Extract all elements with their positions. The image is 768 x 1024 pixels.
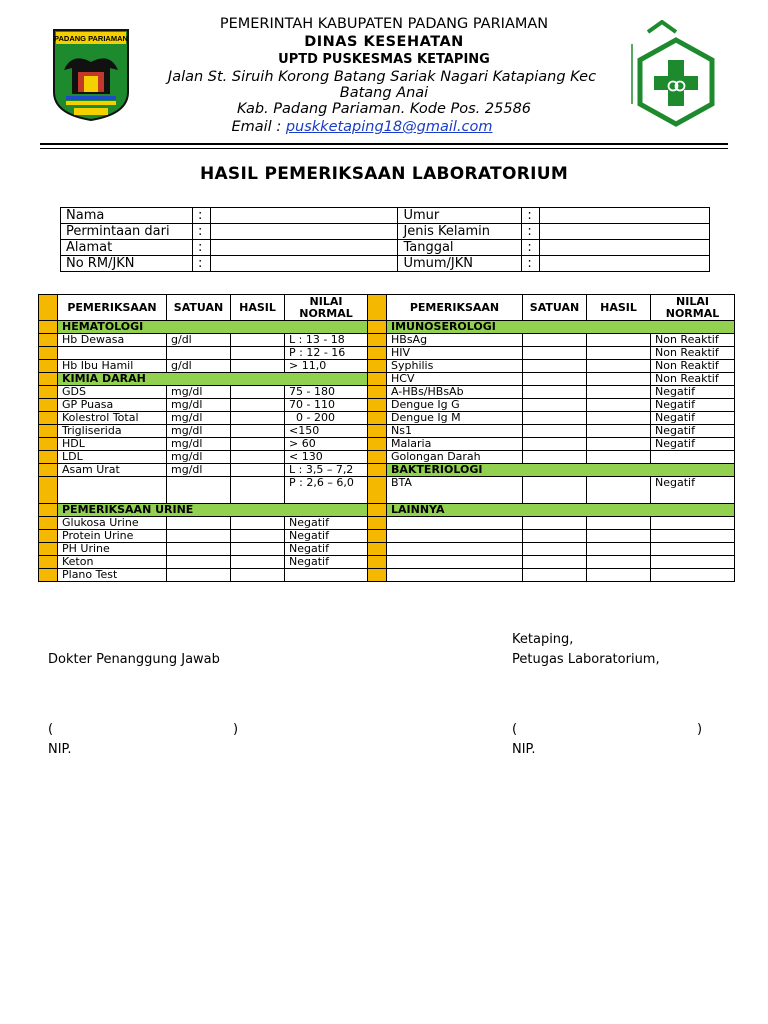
row-marker — [368, 517, 387, 530]
normal-value: Negatif — [285, 517, 368, 530]
exam-name: HIV — [387, 347, 523, 360]
normal-value: Negatif — [651, 477, 735, 504]
row-marker — [368, 477, 387, 504]
table-row — [39, 543, 735, 556]
table-row — [39, 556, 735, 569]
patient-info-table — [60, 207, 710, 272]
row-marker — [39, 530, 58, 543]
result-cell[interactable] — [231, 386, 285, 399]
logo-left-label: PADANG PARIAMAN — [54, 34, 128, 43]
signature-left-title: Dokter Penanggung Jawab — [48, 652, 220, 667]
normal-value[interactable] — [651, 517, 735, 530]
header-address-2: Batang Anai — [339, 85, 429, 101]
row-marker — [39, 412, 58, 425]
exam-name[interactable] — [387, 530, 523, 543]
field-alamat[interactable] — [210, 240, 398, 256]
exam-name: HBsAg — [387, 334, 523, 347]
colon: : — [192, 240, 210, 256]
result-cell[interactable] — [587, 334, 651, 347]
exam-name[interactable] — [387, 569, 523, 582]
exam-name — [58, 347, 167, 360]
patient-info-row — [61, 208, 710, 224]
table-row — [39, 530, 735, 543]
unit[interactable] — [523, 569, 587, 582]
row-marker — [39, 321, 58, 334]
row-marker — [368, 425, 387, 438]
table-row — [39, 386, 735, 399]
result-cell[interactable] — [587, 543, 651, 556]
unit — [523, 386, 587, 399]
section-hematologi: HEMATOLOGI — [58, 321, 368, 334]
header-exam: PEMERIKSAAN — [387, 295, 523, 321]
row-marker — [39, 425, 58, 438]
table-row — [39, 477, 735, 504]
row-marker — [368, 530, 387, 543]
unit — [523, 412, 587, 425]
page-title: HASIL PEMERIKSAAN LABORATORIUM — [199, 164, 569, 184]
unit — [523, 360, 587, 373]
header-divider-thin — [40, 148, 728, 149]
normal-value: > 60 — [285, 438, 368, 451]
patient-info-row — [61, 256, 710, 272]
result-cell[interactable] — [231, 451, 285, 464]
normal-value: L : 3,5 – 7,2 — [285, 464, 368, 477]
row-marker — [39, 360, 58, 373]
header-unit: SATUAN — [523, 295, 587, 321]
section-kimia-darah: KIMIA DARAH — [58, 373, 368, 386]
row-marker — [368, 451, 387, 464]
field-umur[interactable] — [540, 208, 710, 224]
signature-place-date: Ketaping, — [512, 632, 574, 647]
normal-value: Non Reaktif — [651, 373, 735, 386]
normal-value: P : 2,6 – 6,0 — [285, 477, 368, 504]
normal-value: Non Reaktif — [651, 334, 735, 347]
unit: mg/dl — [167, 464, 231, 477]
table-row — [39, 360, 735, 373]
label-tanggal: Tanggal — [398, 240, 522, 256]
section-lainnya: LAINNYA — [387, 504, 735, 517]
result-cell[interactable] — [231, 360, 285, 373]
unit: g/dl — [167, 334, 231, 347]
result-cell[interactable] — [587, 386, 651, 399]
unit: g/dl — [167, 360, 231, 373]
unit: mg/dl — [167, 438, 231, 451]
exam-name[interactable] — [387, 556, 523, 569]
result-cell[interactable] — [231, 347, 285, 360]
section-imunoserologi: IMUNOSEROLOGI — [387, 321, 735, 334]
row-marker — [368, 438, 387, 451]
row-marker — [39, 347, 58, 360]
colon: : — [192, 256, 210, 272]
table-row — [39, 412, 735, 425]
table-row — [39, 464, 735, 477]
label-nama: Nama — [61, 208, 193, 224]
exam-name: BTA — [387, 477, 523, 504]
normal-value — [651, 451, 735, 464]
unit — [167, 569, 231, 582]
signature-left-close-paren: ) — [233, 722, 239, 737]
table-row — [39, 425, 735, 438]
row-marker — [39, 451, 58, 464]
normal-value: Non Reaktif — [651, 360, 735, 373]
row-marker — [368, 373, 387, 386]
normal-value: > 11,0 — [285, 360, 368, 373]
header-address-3: Kab. Padang Pariaman. Kode Pos. 25586 — [236, 101, 532, 117]
header-exam: PEMERIKSAAN — [58, 295, 167, 321]
signature-right-close-paren: ) — [697, 722, 703, 737]
normal-value: Negatif — [285, 543, 368, 556]
header-divider-thick — [40, 143, 728, 145]
result-cell[interactable] — [231, 517, 285, 530]
label-umur: Umur — [398, 208, 522, 224]
result-cell[interactable] — [587, 556, 651, 569]
result-cell[interactable] — [587, 399, 651, 412]
normal-value — [285, 569, 368, 582]
normal-value: Negatif — [651, 438, 735, 451]
result-cell[interactable] — [231, 477, 285, 504]
result-cell[interactable] — [231, 464, 285, 477]
normal-value[interactable] — [651, 569, 735, 582]
colon: : — [192, 224, 210, 240]
result-cell[interactable] — [587, 530, 651, 543]
unit — [167, 477, 231, 504]
result-cell[interactable] — [587, 517, 651, 530]
table-row — [39, 569, 735, 582]
row-marker — [39, 556, 58, 569]
exam-name: HDL — [58, 438, 167, 451]
unit — [523, 373, 587, 386]
unit[interactable] — [523, 556, 587, 569]
field-tanggal[interactable] — [540, 240, 710, 256]
header-government: PEMERINTAH KABUPATEN PADANG PARIAMAN — [219, 16, 549, 32]
result-cell[interactable] — [587, 451, 651, 464]
result-cell[interactable] — [231, 438, 285, 451]
table-row — [39, 451, 735, 464]
header-result: HASIL — [587, 295, 651, 321]
row-marker — [368, 464, 387, 477]
table-header-row — [39, 295, 735, 321]
exam-name: Dengue Ig G — [387, 399, 523, 412]
table-row — [39, 399, 735, 412]
row-marker — [368, 556, 387, 569]
section-pemeriksaan-urine: PEMERIKSAAN URINE — [58, 504, 368, 517]
exam-name: PH Urine — [58, 543, 167, 556]
row-marker — [39, 295, 58, 321]
exam-name: Glukosa Urine — [58, 517, 167, 530]
unit: mg/dl — [167, 386, 231, 399]
patient-info-row — [61, 240, 710, 256]
result-cell[interactable] — [587, 373, 651, 386]
row-marker — [368, 295, 387, 321]
unit — [523, 451, 587, 464]
normal-value[interactable] — [651, 543, 735, 556]
unit: mg/dl — [167, 425, 231, 438]
header-unit: SATUAN — [167, 295, 231, 321]
exam-name[interactable] — [387, 517, 523, 530]
unit — [167, 517, 231, 530]
exam-name: Kolestrol Total — [58, 412, 167, 425]
label-umum-jkn: Umum/JKN — [398, 256, 522, 272]
row-marker — [368, 334, 387, 347]
normal-value: Negatif — [651, 425, 735, 438]
result-cell[interactable] — [231, 334, 285, 347]
unit: mg/dl — [167, 399, 231, 412]
row-marker — [39, 477, 58, 504]
header-normal: NILAI NORMAL — [285, 295, 368, 321]
row-marker — [39, 334, 58, 347]
result-cell[interactable] — [231, 569, 285, 582]
unit — [523, 438, 587, 451]
field-nama[interactable] — [210, 208, 398, 224]
table-row — [39, 504, 735, 517]
exam-name: Hb Ibu Hamil — [58, 360, 167, 373]
signature-left-nip: NIP. — [48, 742, 72, 757]
label-no-rm: No RM/JKN — [61, 256, 193, 272]
row-marker — [39, 438, 58, 451]
row-marker — [368, 347, 387, 360]
normal-value: 70 - 110 — [285, 399, 368, 412]
unit — [523, 347, 587, 360]
email-link[interactable]: puskketaping18@gmail.com — [285, 119, 493, 135]
unit — [523, 425, 587, 438]
result-cell[interactable] — [587, 425, 651, 438]
row-marker — [39, 464, 58, 477]
result-cell[interactable] — [231, 399, 285, 412]
result-cell[interactable] — [587, 477, 651, 504]
exam-name: Syphilis — [387, 360, 523, 373]
result-cell[interactable] — [231, 543, 285, 556]
exam-name: Asam Urat — [58, 464, 167, 477]
result-cell[interactable] — [587, 569, 651, 582]
result-cell[interactable] — [231, 425, 285, 438]
exam-name: GP Puasa — [58, 399, 167, 412]
row-marker — [39, 517, 58, 530]
normal-value: Negatif — [651, 386, 735, 399]
field-umum-jkn[interactable] — [540, 256, 710, 272]
signature-right-title: Petugas Laboratorium, — [512, 652, 660, 667]
row-marker — [368, 543, 387, 556]
lab-results-table — [38, 294, 735, 582]
exam-name: Keton — [58, 556, 167, 569]
exam-name: Malaria — [387, 438, 523, 451]
exam-name: GDS — [58, 386, 167, 399]
unit: mg/dl — [167, 451, 231, 464]
normal-value: P : 12 - 16 — [285, 347, 368, 360]
header-result: HASIL — [231, 295, 285, 321]
normal-value: 0 - 200 — [285, 412, 368, 425]
patient-info-row — [61, 224, 710, 240]
unit — [167, 347, 231, 360]
email-label: Email : — [231, 119, 286, 135]
field-jenis-kelamin[interactable] — [540, 224, 710, 240]
section-bakteriologi: BAKTERIOLOGI — [387, 464, 735, 477]
table-row — [39, 517, 735, 530]
exam-name: Ns1 — [387, 425, 523, 438]
normal-value: Negatif — [285, 556, 368, 569]
row-marker — [39, 386, 58, 399]
row-marker — [368, 569, 387, 582]
normal-value: Non Reaktif — [651, 347, 735, 360]
row-marker — [39, 373, 58, 386]
row-marker — [39, 543, 58, 556]
exam-name: Hb Dewasa — [58, 334, 167, 347]
unit[interactable] — [523, 517, 587, 530]
normal-value: <150 — [285, 425, 368, 438]
normal-value: 75 - 180 — [285, 386, 368, 399]
header-unit: UPTD PUSKESMAS KETAPING — [278, 52, 490, 67]
exam-name: Golongan Darah — [387, 451, 523, 464]
colon: : — [522, 256, 540, 272]
label-alamat: Alamat — [61, 240, 193, 256]
table-row — [39, 373, 735, 386]
signature-right-open-paren: ( — [512, 722, 518, 737]
unit — [167, 530, 231, 543]
normal-value: Negatif — [285, 530, 368, 543]
row-marker — [39, 504, 58, 517]
exam-name — [58, 477, 167, 504]
row-marker — [368, 321, 387, 334]
colon: : — [522, 240, 540, 256]
signature-left-open-paren: ( — [48, 722, 54, 737]
result-cell[interactable] — [587, 360, 651, 373]
row-marker — [368, 386, 387, 399]
table-row — [39, 438, 735, 451]
row-marker — [368, 412, 387, 425]
unit — [523, 334, 587, 347]
header-normal: NILAI NORMAL — [651, 295, 735, 321]
row-marker — [368, 360, 387, 373]
signature-right-nip: NIP. — [512, 742, 536, 757]
unit[interactable] — [523, 530, 587, 543]
exam-name[interactable] — [387, 543, 523, 556]
result-cell[interactable] — [587, 347, 651, 360]
unit — [167, 543, 231, 556]
exam-name: Protein Urine — [58, 530, 167, 543]
row-marker — [39, 399, 58, 412]
normal-value: < 130 — [285, 451, 368, 464]
unit[interactable] — [523, 543, 587, 556]
label-permintaan: Permintaan dari — [61, 224, 193, 240]
unit — [523, 399, 587, 412]
colon: : — [192, 208, 210, 224]
table-row — [39, 321, 735, 334]
exam-name: A-HBs/HBsAb — [387, 386, 523, 399]
row-marker — [368, 399, 387, 412]
result-cell[interactable] — [231, 530, 285, 543]
result-cell[interactable] — [587, 412, 651, 425]
header-department: DINAS KESEHATAN — [304, 34, 464, 50]
normal-value: Negatif — [651, 412, 735, 425]
table-row — [39, 334, 735, 347]
colon: : — [522, 208, 540, 224]
row-marker — [39, 569, 58, 582]
exam-name: LDL — [58, 451, 167, 464]
result-cell[interactable] — [587, 438, 651, 451]
result-cell[interactable] — [231, 412, 285, 425]
normal-value: Negatif — [651, 399, 735, 412]
colon: : — [522, 224, 540, 240]
field-permintaan[interactable] — [210, 224, 398, 240]
normal-value[interactable] — [651, 530, 735, 543]
exam-name: HCV — [387, 373, 523, 386]
exam-name: Plano Test — [58, 569, 167, 582]
label-jenis-kelamin: Jenis Kelamin — [398, 224, 522, 240]
header-address-1: Jalan St. Siruih Korong Batang Sariak Nagari Katapiang Kec — [167, 69, 597, 85]
row-marker — [368, 504, 387, 517]
exam-name: Trigliserida — [58, 425, 167, 438]
logo-puskesmas — [628, 20, 720, 130]
exam-name: Dengue Ig M — [387, 412, 523, 425]
unit: mg/dl — [167, 412, 231, 425]
result-cell[interactable] — [231, 556, 285, 569]
normal-value: L : 13 - 18 — [285, 334, 368, 347]
unit — [167, 556, 231, 569]
unit — [523, 477, 587, 504]
field-no-rm[interactable] — [210, 256, 398, 272]
normal-value[interactable] — [651, 556, 735, 569]
table-row — [39, 347, 735, 360]
